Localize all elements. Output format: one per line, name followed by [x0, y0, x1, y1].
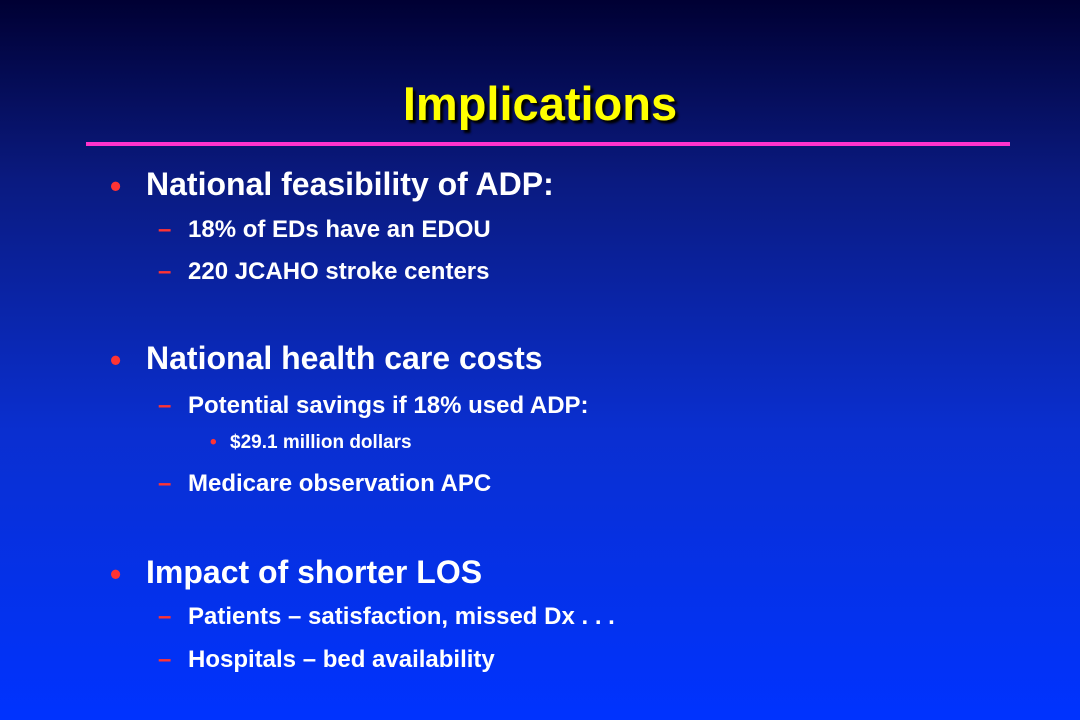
dash-marker-icon: –	[158, 258, 172, 285]
slide-title: Implications	[402, 77, 678, 130]
dash-marker-icon: –	[158, 470, 172, 497]
section-heading: National health care costs	[146, 340, 543, 376]
dash-marker-icon: –	[158, 646, 172, 673]
bullet-dot-icon: •	[110, 342, 122, 378]
list-item: Medicare observation APC	[188, 470, 492, 497]
bullet-dot-icon: •	[210, 432, 217, 453]
list-item: 220 JCAHO stroke centers	[188, 258, 490, 285]
dash-marker-icon: –	[158, 216, 172, 243]
dash-marker-icon: –	[158, 603, 172, 630]
list-item: Patients – satisfaction, missed Dx . . .	[188, 603, 615, 630]
section-heading: National feasibility of ADP:	[146, 166, 554, 202]
dash-marker-icon: –	[158, 392, 172, 419]
sub-list-item: $29.1 million dollars	[230, 432, 412, 453]
list-item: Hospitals – bed availability	[188, 646, 495, 673]
section-heading: Impact of shorter LOS	[146, 554, 483, 590]
title-underline	[86, 142, 1010, 146]
bullet-dot-icon: •	[110, 168, 122, 204]
list-item: Potential savings if 18% used ADP:	[188, 392, 589, 419]
list-item: 18% of EDs have an EDOU	[188, 216, 491, 243]
bullet-dot-icon: •	[110, 556, 122, 592]
